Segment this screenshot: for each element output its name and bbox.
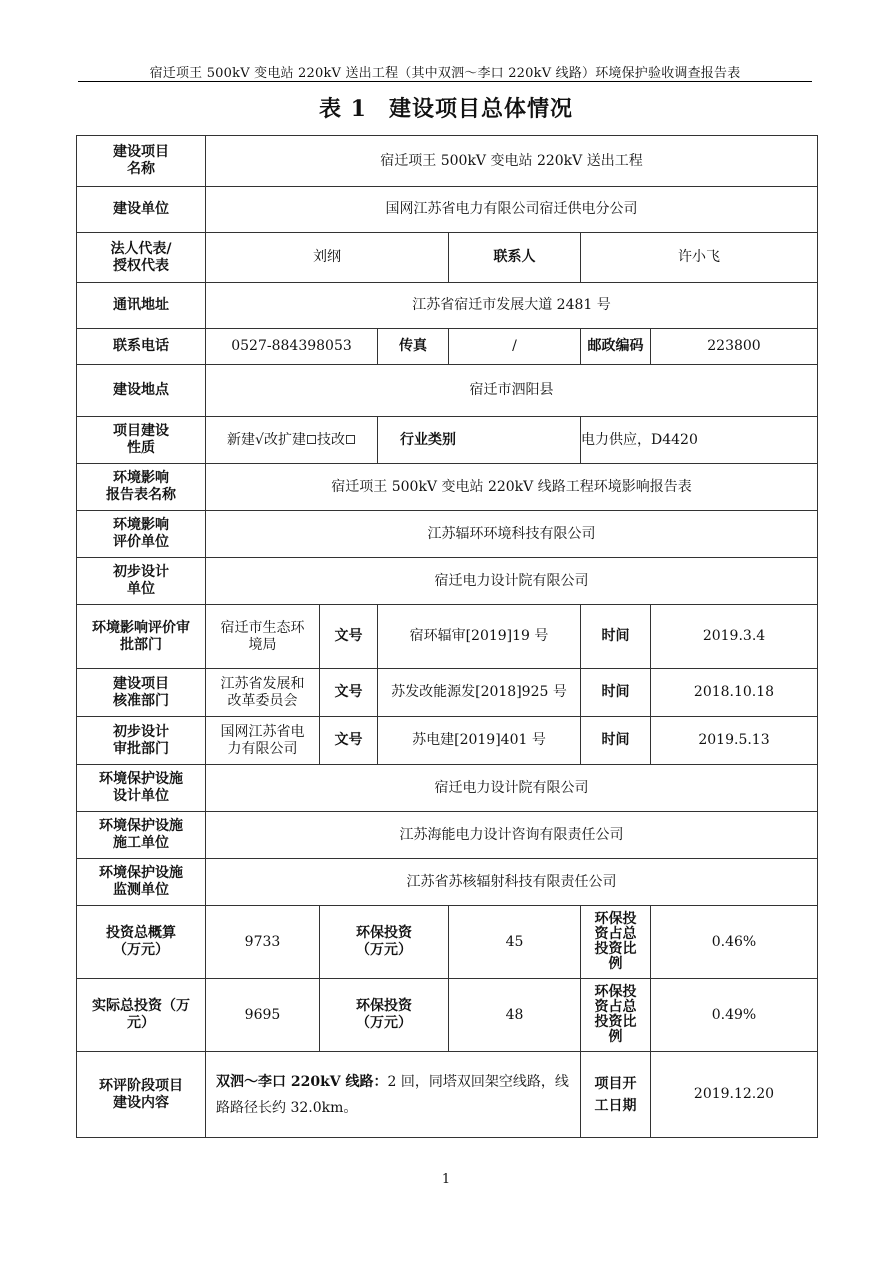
value-address: 江苏省宿迁市发展大道 2481 号 [206, 283, 818, 329]
value-legal: 刘纲 [206, 233, 449, 283]
row-legal [77, 233, 818, 283]
value-budget: 9733 [206, 906, 320, 979]
value-env-invest: 48 [449, 979, 581, 1052]
label-actual: 实际总投资（万 元） [77, 979, 206, 1052]
row-phone [77, 329, 818, 365]
row-project-name [77, 136, 818, 187]
label-content: 环评阶段项目 建设内容 [77, 1052, 206, 1138]
row-eia-name [77, 464, 818, 511]
row-env-design [77, 765, 818, 812]
value-time: 2019.3.4 [651, 605, 818, 669]
value-doc-no: 宿环辐审[2019]19 号 [378, 605, 581, 669]
label-env-invest: 环保投资 （万元） [320, 906, 449, 979]
label-site: 建设地点 [77, 365, 206, 417]
value-env-monitor: 江苏省苏核辐射科技有限责任公司 [206, 859, 818, 906]
label-phone: 联系电话 [77, 329, 206, 365]
label-contact: 联系人 [449, 233, 581, 283]
row-content [77, 1052, 818, 1138]
value-builder: 国网江苏省电力有限公司宿迁供电分公司 [206, 187, 818, 233]
label-doc-no: 文号 [320, 669, 378, 717]
value-eia-name: 宿迁项王 500kV 变电站 220kV 线路工程环境影响报告表 [206, 464, 818, 511]
label-design-approval: 初步设计 审批部门 [77, 717, 206, 765]
project-overview-table [76, 135, 818, 1138]
label-doc-no: 文号 [320, 605, 378, 669]
label-env-ratio: 环保投 资占总 投资比 例 [581, 906, 651, 979]
value-env-ratio: 0.49% [651, 979, 818, 1052]
row-eia-unit [77, 511, 818, 558]
value-zip: 223800 [651, 329, 818, 365]
label-nature: 项目建设 性质 [77, 417, 206, 464]
value-actual: 9695 [206, 979, 320, 1052]
row-design-unit [77, 558, 818, 605]
row-builder [77, 187, 818, 233]
value-design-unit: 宿迁电力设计院有限公司 [206, 558, 818, 605]
label-time: 时间 [581, 605, 651, 669]
label-design-unit: 初步设计 单位 [77, 558, 206, 605]
row-address [77, 283, 818, 329]
label-industry: 行业类别 [378, 417, 581, 464]
label-fax: 传真 [378, 329, 449, 365]
value-industry: 电力供应，D4420 [581, 417, 818, 464]
value-nature: 新建√改扩建 技改 [206, 417, 378, 464]
value-approval-dept: 江苏省发展和 改革委员会 [206, 669, 320, 717]
table-title: 建设项目总体情况 [388, 96, 573, 122]
value-site: 宿迁市泗阳县 [206, 365, 818, 417]
value-time: 2018.10.18 [651, 669, 818, 717]
value-phone: 0527-884398053 [206, 329, 378, 365]
value-eia-unit: 江苏辐环环境科技有限公司 [206, 511, 818, 558]
row-design-approval [77, 717, 818, 765]
page-header: 宿迁项王 500kV 变电站 220kV 送出工程（其中双泗～李口 220kV 线路）环境保护验收调查报告表 [149, 66, 741, 81]
label-builder: 建设单位 [77, 187, 206, 233]
row-approval [77, 669, 818, 717]
value-env-invest: 45 [449, 906, 581, 979]
label-address: 通讯地址 [77, 283, 206, 329]
value-eia-dept: 宿迁市生态环 境局 [206, 605, 320, 669]
row-site [77, 365, 818, 417]
value-project-name: 宿迁项王 500kV 变电站 220kV 送出工程 [206, 136, 818, 187]
value-time: 2019.5.13 [651, 717, 818, 765]
value-env-ratio: 0.46% [651, 906, 818, 979]
row-eia-approval [77, 605, 818, 669]
label-eia-unit: 环境影响 评价单位 [77, 511, 206, 558]
label-eia-name: 环境影响 报告表名称 [77, 464, 206, 511]
label-eia-approval: 环境影响评价审 批部门 [77, 605, 206, 669]
row-actual [77, 979, 818, 1052]
label-env-monitor: 环境保护设施 监测单位 [77, 859, 206, 906]
row-budget [77, 906, 818, 979]
label-time: 时间 [581, 717, 651, 765]
header-rule [78, 81, 812, 82]
label-env-invest: 环保投资 （万元） [320, 979, 449, 1052]
row-env-construct [77, 812, 818, 859]
value-doc-no: 苏发改能源发[2018]925 号 [378, 669, 581, 717]
label-zip: 邮政编码 [581, 329, 651, 365]
label-budget: 投资总概算 （万元） [77, 906, 206, 979]
value-env-construct: 江苏海能电力设计咨询有限责任公司 [206, 812, 818, 859]
label-time: 时间 [581, 669, 651, 717]
label-env-construct: 环境保护设施 施工单位 [77, 812, 206, 859]
value-doc-no: 苏电建[2019]401 号 [378, 717, 581, 765]
value-env-design: 宿迁电力设计院有限公司 [206, 765, 818, 812]
label-doc-no: 文号 [320, 717, 378, 765]
table-number: 表 1 [319, 96, 367, 122]
label-start-date: 项目开 工日期 [581, 1052, 651, 1138]
page-title [0, 92, 892, 123]
checkbox-icon [346, 435, 355, 444]
content-line-name: 双泗～李口 220kV 线路： [216, 1073, 388, 1090]
label-legal: 法人代表/ 授权代表 [77, 233, 206, 283]
value-content [206, 1052, 581, 1138]
value-start-date: 2019.12.20 [651, 1052, 818, 1138]
value-fax: / [449, 329, 581, 365]
row-nature [77, 417, 818, 464]
value-design-approval-dept: 国网江苏省电 力有限公司 [206, 717, 320, 765]
label-project-name: 建设项目 名称 [77, 136, 206, 187]
checkbox-icon [307, 435, 316, 444]
page-number: 1 [441, 1172, 451, 1187]
value-contact: 许小飞 [581, 233, 818, 283]
row-env-monitor [77, 859, 818, 906]
label-env-ratio: 环保投 资占总 投资比 例 [581, 979, 651, 1052]
label-approval: 建设项目 核准部门 [77, 669, 206, 717]
label-env-design: 环境保护设施 设计单位 [77, 765, 206, 812]
content-text: 2 回，同塔双回架空线路，线路路径长约 32.0km。 [216, 1073, 569, 1116]
